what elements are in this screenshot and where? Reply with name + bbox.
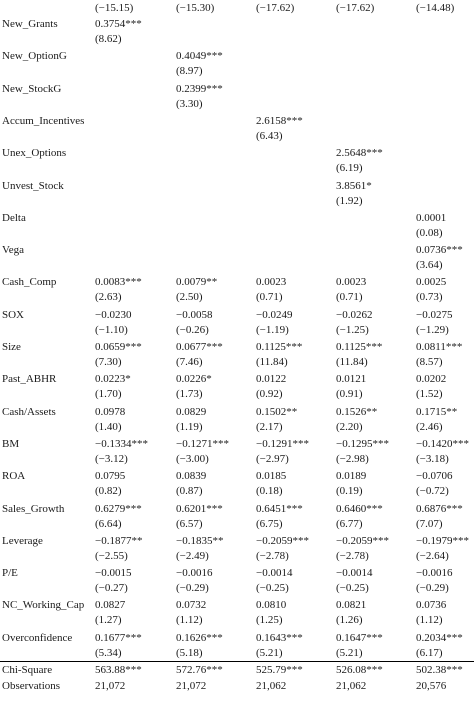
coef-cell: 0.0736*** (416, 244, 463, 257)
row-label: New_Grants (2, 18, 58, 30)
coef-cell: 0.0677*** (176, 341, 223, 353)
coef-cell: 0.6201*** (176, 502, 223, 515)
coef-cell: −0.0706 (416, 470, 453, 483)
tstat-cell: (8.62) (95, 33, 122, 45)
top-tstat-cell: (−14.48) (416, 2, 455, 14)
tstat-cell: (0.87) (176, 485, 203, 498)
coef-cell: 0.1643*** (256, 631, 303, 644)
tstat-cell: (5.18) (176, 646, 203, 659)
coef-cell: −0.0014 (256, 567, 293, 580)
coef-cell: −0.1291*** (256, 437, 309, 450)
tstat-cell: (0.71) (336, 291, 363, 304)
chi-square-cell: 525.79*** (256, 664, 303, 676)
row-label: P/E (2, 567, 18, 580)
row-label: ROA (2, 470, 26, 483)
row-label: Sales_Growth (2, 502, 65, 515)
coef-cell: 0.1677*** (95, 631, 142, 644)
coef-cell: 3.8561* (336, 179, 372, 192)
row-label: New_StockG (2, 82, 62, 95)
tstat-cell: (0.71) (256, 291, 283, 304)
observations-cell: 21,072 (95, 680, 126, 692)
tstat-cell: (6.17) (416, 646, 443, 659)
coef-cell: 0.2399*** (176, 82, 223, 95)
coef-cell: 0.0122 (256, 373, 287, 386)
tstat-cell: (7.07) (416, 517, 443, 530)
tstat-cell: (1.70) (95, 388, 122, 401)
coef-cell: 0.0732 (176, 599, 207, 612)
tstat-cell: (0.08) (416, 226, 443, 239)
coef-cell: 0.0226* (176, 373, 212, 386)
coef-cell: 2.6158*** (256, 114, 303, 127)
tstat-cell: (−1.19) (256, 323, 289, 336)
coef-cell: 0.0023 (256, 276, 287, 289)
row-label: Accum_Incentives (2, 114, 85, 127)
coef-cell: 0.1526** (336, 405, 378, 418)
tstat-cell: (11.84) (336, 356, 368, 368)
tstat-cell: (−0.27) (95, 582, 128, 595)
tstat-cell: (2.20) (336, 420, 363, 433)
coef-cell: −0.2059*** (256, 534, 309, 547)
top-tstat-cell: (−15.30) (176, 2, 215, 14)
coef-cell: −0.1334*** (95, 437, 148, 450)
row-label: Vega (2, 244, 24, 257)
chi-square-cell: 563.88*** (95, 664, 142, 676)
coef-cell: −0.0262 (336, 308, 373, 321)
tstat-cell: (1.40) (95, 420, 122, 433)
coef-cell: 0.6460*** (336, 502, 383, 515)
tstat-cell: (−0.25) (336, 582, 369, 595)
row-label: Unvest_Stock (2, 179, 64, 192)
coef-cell: 0.0185 (256, 470, 287, 483)
row-label: Cash/Assets (2, 405, 56, 418)
coef-cell: 0.0121 (336, 373, 367, 386)
tstat-cell: (2.46) (416, 420, 443, 433)
coef-cell: 0.1715** (416, 405, 458, 418)
chi-square-cell: 572.76*** (176, 664, 223, 676)
chi-square-cell: 526.08*** (336, 664, 383, 676)
row-label: NC_Working_Cap (2, 599, 85, 612)
coef-cell: −0.0230 (95, 308, 132, 321)
top-tstat-cell: (−17.62) (256, 2, 295, 14)
tstat-cell: (0.19) (336, 485, 363, 498)
coef-cell: 0.1647*** (336, 631, 383, 644)
coef-cell: 0.1125*** (256, 341, 303, 353)
tstat-cell: (−2.78) (256, 549, 289, 562)
chi-square-cell: 502.38*** (416, 664, 463, 676)
tstat-cell: (−0.26) (176, 323, 209, 336)
coef-cell: 0.0839 (176, 470, 207, 483)
coef-cell: 2.5648*** (336, 147, 383, 160)
tstat-cell: (6.75) (256, 517, 283, 530)
coef-cell: −0.1295*** (336, 437, 389, 450)
table-rule (0, 661, 474, 662)
tstat-cell: (−3.12) (95, 452, 128, 465)
tstat-cell: (11.84) (256, 356, 288, 368)
tstat-cell: (1.26) (336, 614, 363, 627)
row-label: Chi-Square (2, 664, 53, 676)
tstat-cell: (0.73) (416, 291, 443, 304)
tstat-cell: (−0.72) (416, 485, 449, 498)
row-label: Unex_Options (2, 147, 67, 160)
tstat-cell: (5.21) (256, 646, 283, 659)
observations-cell: 21,062 (336, 680, 367, 692)
tstat-cell: (1.73) (176, 388, 203, 401)
tstat-cell: (8.57) (416, 356, 443, 368)
tstat-cell: (2.63) (95, 291, 122, 304)
observations-cell: 21,072 (176, 680, 207, 692)
coef-cell: 0.0811*** (416, 341, 463, 353)
tstat-cell: (1.27) (95, 614, 122, 627)
coef-cell: −0.1420*** (416, 437, 469, 450)
tstat-cell: (−2.64) (416, 549, 449, 562)
tstat-cell: (−1.25) (336, 323, 369, 336)
coef-cell: −0.0016 (416, 567, 453, 580)
row-label: Past_ABHR (2, 373, 57, 386)
tstat-cell: (−1.29) (416, 323, 449, 336)
coef-cell: 0.0189 (336, 470, 367, 483)
tstat-cell: (−2.49) (176, 549, 209, 562)
coef-cell: 0.6279*** (95, 502, 142, 515)
tstat-cell: (−0.25) (256, 582, 289, 595)
coef-cell: 0.0659*** (95, 341, 142, 353)
tstat-cell: (0.91) (336, 388, 363, 401)
coef-cell: −0.0058 (176, 308, 213, 321)
top-tstat-cell: (−17.62) (336, 2, 375, 14)
coef-cell: 0.0829 (176, 405, 207, 418)
coef-cell: 0.6451*** (256, 502, 303, 515)
coef-cell: 0.1502** (256, 405, 298, 418)
tstat-cell: (6.57) (176, 517, 203, 530)
tstat-cell: (−0.29) (416, 582, 449, 595)
row-label: Observations (2, 680, 61, 692)
coef-cell: −0.0014 (336, 567, 373, 580)
tstat-cell: (1.92) (336, 194, 363, 207)
tstat-cell: (7.30) (95, 356, 122, 368)
row-label: Delta (2, 211, 26, 224)
coef-cell: 0.0025 (416, 276, 447, 289)
coef-cell: 0.1125*** (336, 341, 383, 353)
tstat-cell: (3.30) (176, 97, 203, 110)
tstat-cell: (−2.97) (256, 452, 289, 465)
tstat-cell: (1.19) (176, 420, 203, 433)
coef-cell: 0.2034*** (416, 631, 463, 644)
tstat-cell: (1.25) (256, 614, 283, 627)
tstat-cell: (5.34) (95, 646, 122, 659)
coef-cell: 0.0023 (336, 276, 367, 289)
coef-cell: 0.4049*** (176, 50, 223, 63)
row-label: SOX (2, 308, 25, 321)
tstat-cell: (−0.29) (176, 582, 209, 595)
tstat-cell: (2.50) (176, 291, 203, 304)
coef-cell: −0.1271*** (176, 437, 229, 450)
coef-cell: 0.0827 (95, 599, 126, 612)
row-label: Overconfidence (2, 631, 73, 644)
row-label: Cash_Comp (2, 276, 57, 289)
coef-cell: −0.1877** (95, 534, 143, 547)
coef-cell: 0.0202 (416, 373, 447, 386)
tstat-cell: (5.21) (336, 646, 363, 659)
tstat-cell: (−3.00) (176, 452, 209, 465)
tstat-cell: (0.92) (256, 388, 283, 401)
coef-cell: 0.0821 (336, 599, 367, 612)
tstat-cell: (1.52) (416, 388, 443, 401)
coef-cell: 0.0978 (95, 405, 126, 418)
tstat-cell: (6.77) (336, 517, 363, 530)
tstat-cell: (−3.18) (416, 452, 449, 465)
coef-cell: 0.0736 (416, 599, 447, 612)
coef-cell: −0.2059*** (336, 534, 389, 547)
tstat-cell: (6.43) (256, 129, 283, 142)
coef-cell: 0.3754*** (95, 18, 142, 30)
tstat-cell: (−2.98) (336, 452, 369, 465)
observations-cell: 20,576 (416, 680, 447, 692)
coef-cell: 0.1626*** (176, 631, 223, 644)
tstat-cell: (−2.55) (95, 549, 128, 562)
row-label: New_OptionG (2, 50, 67, 63)
coef-cell: 0.0083*** (95, 276, 142, 289)
row-label: BM (2, 437, 20, 450)
row-label: Size (2, 341, 21, 353)
coef-cell: −0.1979*** (416, 534, 469, 547)
tstat-cell: (6.64) (95, 517, 122, 530)
tstat-cell: (−1.10) (95, 323, 128, 336)
tstat-cell: (7.46) (176, 356, 203, 368)
top-tstat-cell: (−15.15) (95, 2, 134, 14)
tstat-cell: (1.12) (416, 614, 443, 627)
coef-cell: 0.0001 (416, 211, 447, 224)
tstat-cell: (6.19) (336, 162, 363, 175)
coef-cell: −0.0249 (256, 308, 293, 321)
observations-cell: 21,062 (256, 680, 287, 692)
tstat-cell: (8.97) (176, 65, 203, 78)
tstat-cell: (2.17) (256, 420, 283, 433)
coef-cell: −0.0016 (176, 567, 213, 580)
coef-cell: 0.6876*** (416, 502, 463, 515)
tstat-cell: (0.18) (256, 485, 283, 498)
coef-cell: −0.0015 (95, 567, 132, 580)
row-label: Leverage (2, 534, 43, 547)
tstat-cell: (1.12) (176, 614, 203, 627)
coef-cell: −0.0275 (416, 308, 453, 321)
tstat-cell: (−2.78) (336, 549, 369, 562)
tstat-cell: (3.64) (416, 259, 443, 272)
coef-cell: 0.0810 (256, 599, 287, 612)
coef-cell: −0.1835** (176, 534, 224, 547)
coef-cell: 0.0795 (95, 470, 126, 483)
coef-cell: 0.0079** (176, 276, 218, 289)
coef-cell: 0.0223* (95, 373, 131, 386)
tstat-cell: (0.82) (95, 485, 122, 498)
